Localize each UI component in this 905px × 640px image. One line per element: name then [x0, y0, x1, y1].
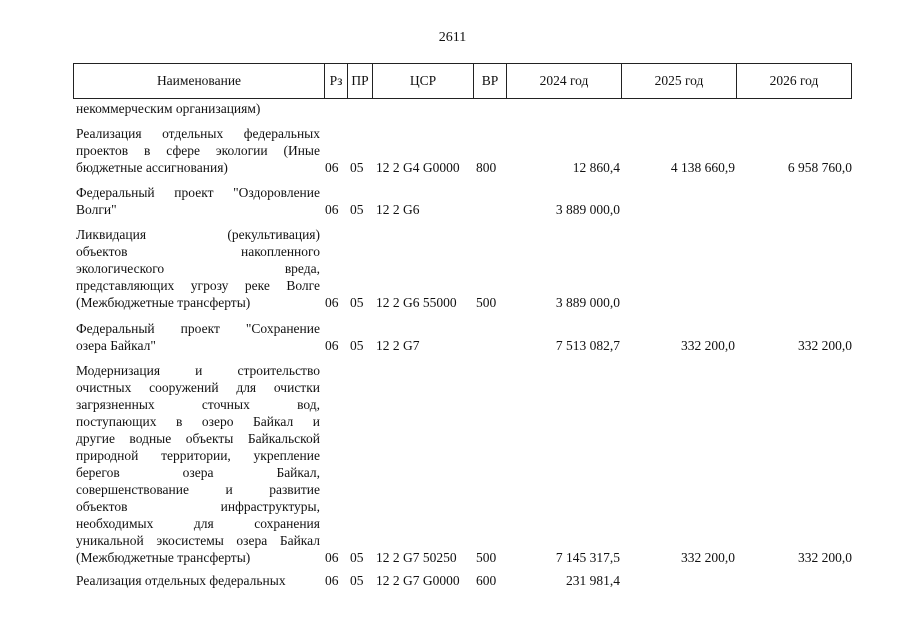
row-name-line: экологического вреда,: [76, 261, 320, 276]
cell-vr: 500: [476, 550, 497, 565]
row-name-line: объектов инфраструктуры,: [76, 499, 320, 514]
row-name-line: Волги": [76, 202, 117, 217]
header-name: Наименование: [74, 64, 325, 98]
cell-csr: 12 2 G7 50250: [376, 550, 457, 565]
cell-y2026: 332 200,0: [798, 550, 852, 565]
cell-rz: 06: [325, 573, 339, 588]
header-pr: ПР: [348, 64, 373, 98]
cell-pr: 05: [350, 550, 364, 565]
cell-y2026: 332 200,0: [798, 338, 852, 353]
header-2024: 2024 год: [507, 64, 622, 98]
page-number: 2611: [438, 30, 467, 45]
cell-y2024: 3 889 000,0: [555, 202, 620, 217]
row-name-line: (Межбюджетные трансферты): [76, 550, 251, 565]
row-name-line: бюджетные ассигнования): [76, 160, 228, 175]
row-name-line: загрязненных сточных вод,: [76, 397, 320, 412]
cell-y2025: 332 200,0: [681, 550, 735, 565]
row-name-line: Реализация отдельных федеральных: [76, 126, 320, 141]
cell-csr: 12 2 G6: [376, 202, 420, 217]
row-name: [76, 572, 320, 589]
cell-csr: 12 2 G7: [376, 338, 420, 353]
row-name: [76, 125, 320, 176]
row-name-line: Федеральный проект "Оздоровление: [76, 185, 320, 200]
cell-y2024: 231 981,4: [566, 573, 620, 588]
cell-pr: 05: [350, 573, 364, 588]
row-name-line: берегов озера Байкал,: [76, 465, 320, 480]
row-name-line: объектов накопленного: [76, 244, 320, 259]
header-2026: 2026 год: [769, 73, 819, 88]
cell-pr: 05: [350, 295, 364, 310]
cell-csr: 12 2 G4 G0000: [376, 160, 460, 175]
row-name-line: некоммерческим организациям): [76, 101, 261, 116]
cell-y2025: 332 200,0: [681, 338, 735, 353]
row-name-line: проектов в сфере экологии (Иные: [76, 143, 320, 158]
row-name-line: (Межбюджетные трансферты): [76, 295, 251, 310]
row-name-line: поступающих в озеро Байкал и: [76, 414, 320, 429]
header-csr: ЦСР: [373, 64, 474, 98]
cell-y2025: 4 138 660,9: [670, 160, 735, 175]
row-name-line: озера Байкал": [76, 338, 156, 353]
row-name-line: уникальной экосистемы озера Байкал: [76, 533, 320, 548]
cell-vr: 500: [476, 295, 497, 310]
cell-vr: 600: [476, 573, 497, 588]
cell-y2024: 7 145 317,5: [555, 550, 620, 565]
header-rz: Рз: [325, 64, 348, 98]
cell-pr: 05: [350, 202, 364, 217]
cell-y2024: 7 513 082,7: [555, 338, 620, 353]
cell-y2024: 3 889 000,0: [555, 295, 620, 310]
row-name: [76, 184, 320, 218]
row-name-line: Федеральный проект "Сохранение: [76, 321, 320, 336]
row-name: [76, 100, 320, 117]
table-header: [73, 63, 852, 99]
row-name-line: другие водные объекты Байкальской: [76, 431, 320, 446]
header-vr: ВР: [474, 64, 507, 98]
row-name-line: необходимых для сохранения: [76, 516, 320, 531]
cell-csr: 12 2 G6 55000: [376, 295, 457, 310]
row-name-line: совершенствование и развитие: [76, 482, 320, 497]
cell-rz: 06: [325, 550, 339, 565]
row-name-line: природной территории, укрепление: [76, 448, 320, 463]
header-2025: 2025 год: [622, 64, 737, 98]
row-name-line: Ликвидация (рекультивация): [76, 227, 320, 242]
row-name-line: представляющих угрозу реке Волге: [76, 278, 320, 293]
row-name-line: Модернизация и строительство: [76, 363, 320, 378]
row-name-line: Реализация отдельных федеральных: [76, 573, 286, 588]
cell-csr: 12 2 G7 G0000: [376, 573, 460, 588]
cell-rz: 06: [325, 160, 339, 175]
cell-y2026: 6 958 760,0: [787, 160, 852, 175]
row-name-line: очистных сооружений для очистки: [76, 380, 320, 395]
cell-pr: 05: [350, 338, 364, 353]
row-name: [76, 362, 320, 566]
cell-rz: 06: [325, 338, 339, 353]
cell-vr: 800: [476, 160, 497, 175]
row-name: [76, 320, 320, 354]
cell-pr: 05: [350, 160, 364, 175]
cell-rz: 06: [325, 202, 339, 217]
cell-rz: 06: [325, 295, 339, 310]
cell-y2024: 12 860,4: [572, 160, 620, 175]
row-name: [76, 226, 320, 311]
